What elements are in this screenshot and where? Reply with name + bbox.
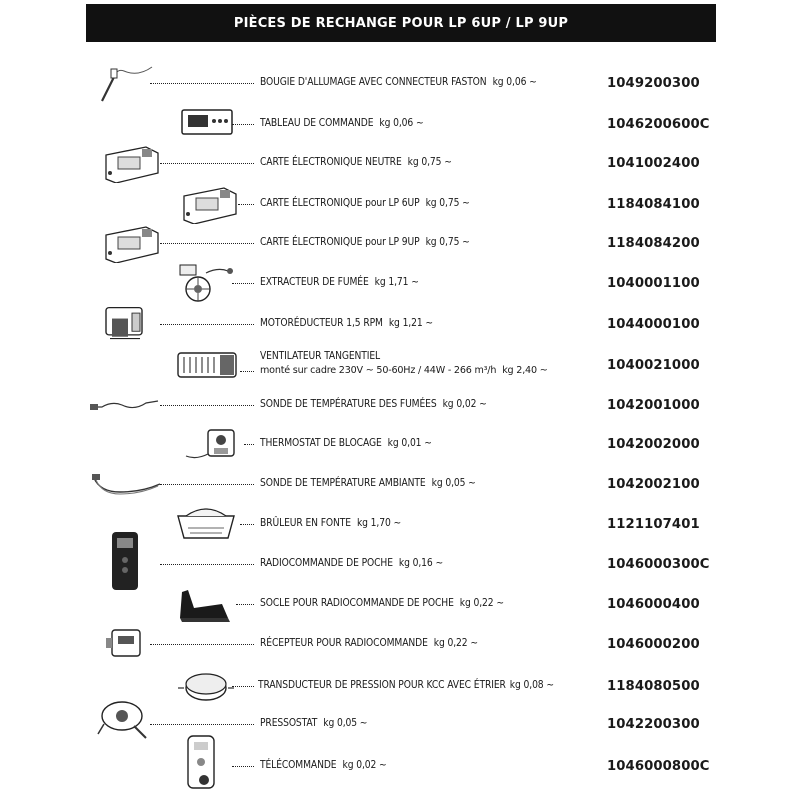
part-row-smoke-extractor bbox=[0, 263, 800, 303]
part-code: 1184084200 bbox=[607, 236, 700, 251]
dotted-leader bbox=[160, 405, 254, 406]
part-code: 1184084100 bbox=[607, 197, 700, 212]
probe-cable-icon bbox=[88, 385, 164, 425]
part-label: RADIOCOMMANDE DE POCHE bbox=[260, 558, 393, 569]
part-code: 1044000100 bbox=[607, 317, 700, 332]
dotted-leader bbox=[232, 686, 254, 687]
part-weight: kg 0,75 ~ bbox=[425, 237, 470, 248]
part-row-thermostat bbox=[0, 424, 800, 464]
part-weight: kg 0,08 ~ bbox=[509, 680, 554, 691]
part-label: SONDE DE TEMPÉRATURE AMBIANTE bbox=[260, 478, 426, 489]
probe-cable-icon bbox=[90, 464, 166, 504]
part-weight: kg 0,06 ~ bbox=[492, 77, 537, 88]
part-code: 1046000800C bbox=[607, 759, 710, 774]
part-label: EXTRACTEUR DE FUMÉE bbox=[260, 277, 369, 288]
part-row-receiver bbox=[0, 624, 800, 664]
part-label: BOUGIE D'ALLUMAGE AVEC CONNECTEUR FASTON bbox=[260, 77, 487, 88]
part-row-pressure-switch bbox=[0, 704, 800, 744]
part-label-detail: monté sur cadre 230V ~ 50-60Hz / 44W - 266 m³/h bbox=[260, 365, 497, 376]
part-weight: kg 0,05 ~ bbox=[431, 478, 476, 489]
part-row-ambient-probe bbox=[0, 464, 800, 504]
part-code: 1046000400 bbox=[607, 597, 700, 612]
part-weight: kg 1,70 ~ bbox=[356, 518, 402, 529]
part-row-control-panel bbox=[0, 104, 800, 144]
part-label: BRÛLEUR EN FONTE bbox=[260, 518, 351, 529]
dotted-leader bbox=[150, 724, 254, 725]
part-code: 1040001100 bbox=[607, 276, 700, 291]
part-weight: kg 0,75 ~ bbox=[425, 198, 470, 209]
dotted-leader bbox=[160, 243, 254, 244]
tangential-fan-icon bbox=[172, 345, 248, 385]
page-title: PIÈCES DE RECHANGE POUR LP 6UP / LP 9UP bbox=[233, 15, 569, 31]
part-row-board-9up bbox=[0, 223, 800, 263]
part-label: TÉLÉCOMMANDE bbox=[260, 760, 337, 771]
part-label: THERMOSTAT DE BLOCAGE bbox=[260, 438, 382, 449]
part-code: 1040021000 bbox=[607, 358, 700, 373]
part-weight: kg 1,21 ~ bbox=[388, 318, 433, 329]
part-weight: kg 0,06 ~ bbox=[379, 118, 424, 129]
part-row-board-6up bbox=[0, 184, 800, 224]
dotted-leader bbox=[240, 524, 254, 525]
part-label: MOTORÉDUCTEUR 1,5 RPM bbox=[260, 318, 383, 329]
part-row-board-neutral bbox=[0, 143, 800, 183]
part-label: RÉCEPTEUR POUR RADIOCOMMANDE bbox=[260, 638, 428, 649]
part-weight: kg 0,16 ~ bbox=[398, 558, 444, 569]
dotted-leader bbox=[150, 83, 254, 84]
part-label: SOCLE POUR RADIOCOMMANDE DE POCHE bbox=[260, 598, 454, 609]
dotted-leader bbox=[244, 444, 254, 445]
part-label: TABLEAU DE COMMANDE bbox=[260, 118, 374, 129]
part-row-flue-probe bbox=[0, 385, 800, 425]
part-row-pocket-remote bbox=[0, 544, 800, 584]
part-row-remote-control bbox=[0, 746, 800, 786]
part-weight: kg 0,22 ~ bbox=[459, 598, 504, 609]
dotted-leader bbox=[236, 604, 254, 605]
dotted-leader bbox=[238, 204, 254, 205]
part-label: CARTE ÉLECTRONIQUE pour LP 6UP bbox=[260, 198, 420, 209]
part-label: CARTE ÉLECTRONIQUE pour LP 9UP bbox=[260, 237, 420, 248]
part-label: CARTE ÉLECTRONIQUE NEUTRE bbox=[260, 157, 402, 168]
part-code: 1046000300C bbox=[607, 557, 710, 572]
dotted-leader bbox=[150, 644, 254, 645]
part-row-remote-stand bbox=[0, 584, 800, 624]
part-weight: kg 0,02 ~ bbox=[342, 760, 387, 771]
page-header bbox=[86, 4, 716, 42]
dotted-leader bbox=[232, 124, 254, 125]
dotted-leader bbox=[160, 324, 254, 325]
part-row-tangential-fan bbox=[0, 345, 800, 385]
dotted-leader bbox=[160, 163, 254, 164]
dotted-leader bbox=[232, 766, 254, 767]
part-label: PRESSOSTAT bbox=[260, 718, 318, 729]
part-code: 1042002000 bbox=[607, 437, 700, 452]
part-code: 1184080500 bbox=[607, 679, 700, 694]
part-weight: kg 0,22 ~ bbox=[433, 638, 478, 649]
part-code: 1041002400 bbox=[607, 156, 700, 171]
part-label: TRANSDUCTEUR DE PRESSION POUR KCC AVEC ÉTRIER bbox=[258, 680, 506, 691]
part-row-glow-plug bbox=[0, 63, 800, 103]
part-code: 1046200600C bbox=[607, 117, 710, 132]
part-weight: kg 0,05 ~ bbox=[323, 718, 368, 729]
dotted-leader bbox=[160, 484, 254, 485]
dotted-leader bbox=[232, 283, 254, 284]
part-label: SONDE DE TEMPÉRATURE DES FUMÉES bbox=[260, 399, 437, 410]
part-code: 1121107401 bbox=[607, 517, 700, 532]
part-weight: kg 1,71 ~ bbox=[374, 277, 419, 288]
part-code: 1046000200 bbox=[607, 637, 700, 652]
part-weight: kg 0,75 ~ bbox=[407, 157, 452, 168]
part-code: 1049200300 bbox=[607, 76, 700, 91]
part-code: 1042001000 bbox=[607, 398, 700, 413]
part-weight: kg 0,02 ~ bbox=[442, 399, 487, 410]
part-weight: kg 0,01 ~ bbox=[387, 438, 432, 449]
dotted-leader bbox=[160, 564, 254, 565]
remote-control-icon bbox=[170, 732, 246, 792]
part-row-gear-motor bbox=[0, 304, 800, 344]
part-label: VENTILATEUR TANGENTIEL bbox=[260, 351, 381, 362]
dotted-leader bbox=[240, 371, 254, 372]
part-weight: kg 2,40 ~ bbox=[502, 365, 548, 376]
part-code: 1042200300 bbox=[607, 717, 700, 732]
burner-pot-icon bbox=[172, 504, 248, 544]
part-code: 1042002100 bbox=[607, 477, 700, 492]
pressure-switch-icon bbox=[90, 694, 166, 748]
